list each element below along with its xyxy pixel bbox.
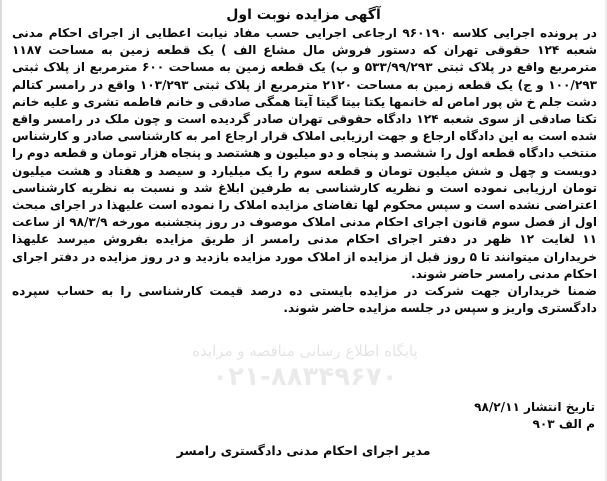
notice-title: آگهی مزایده نوبت اول [226,7,381,23]
signature-line: مدیر اجرای احکام مدنی دادگستری رامسر [176,443,431,458]
notice-code: م الف ۹۰۳ [532,417,595,431]
publish-date: تاریخ انتشار ۹۸/۲/۱۱ [474,400,595,414]
watermark-phone: ۰۲۱-۸۸۳۴۹۶۷۰ [212,362,398,392]
watermark-site-name: پایگاه اطلاع رسانی مناقصه و مزایده [192,342,418,360]
notice-paragraph-main: در پرونده اجرایی کلاسه ۹۶۰۱۹۰ ارجاعی اجرایی حسب مفاد نیابت اعطایی از اجرای احکام مدنی شعبه ۱۲۴ حقوقی تهران که دستور فروش مال مشاع الف ) یک قطعه زمین به مساحت ۱۱۸۷ مترمربع واقع در پلاک ثبتی ۵۳۳/۹۹/۲۹۳ و ب) یک قطعه زمین به مساحت ۶۰۰ مترمربع از پلاک ثبتی ۱۰۰/۲۹۳ و ج) یک قطعه زمین به مساحت ۲۱۲۰ مترمربع از پلاک ثبتی ۱۰۳/۲۹۳ واقع در رامسر کتالم دشت جلم خ ش پور اماص له خانمها یکتا بیتا گیتا آیتا همگی صادقی و خانم فاطمه تشری و علیه خانم تکتا صادقی از سوی شعبه ۱۲۴ دادگاه حقوقی تهران صادر گردیده است و چون ملک در رامسر واقع شده است به این دادگاه ارجاع و جهت ارزیابی املاک قرار ارجاع امر به کارشناسی صادر و کارشناس منتخب دادگاه قطعه اول را ششصد و پنجاه و دو میلیون و هشتصد و پنجاه هزار تومان و قطعه دوم را دویست و چهل و شش میلیون تومان و قطعه سوم را یک میلیارد و سیصد و هفتاد و هشت میلیون تومان ارزیابی نموده است و نظریه کارشناسی به طرفین ابلاغ شد و نسبت به نظریه کارشناسی اعتراضی نشده است و سپس محکوم لها تقاضای مزایده املاک را نموده است علیهذا در اجرای مبحث اول از فصل سوم قانون اجرای احکام مدنی املاک موصوف در روز پنجشنبه مورخه ۹۸/۳/۹ از ساعت ۱۱ لغایت ۱۲ ظهر در دفتر اجرای احکام مدنی رامسر از طریق مزایده بفروش میرسد علیهذا خریداران میتوانند تا ۵ روز قبل از مزایده از املاک مورد مزایده بازدید و در روز مزایده در دفتر اجرای احکام مدنی رامسر حاضر شوند. [12,26,598,281]
notice-body [12,25,597,317]
watermark [70,342,540,392]
notice-paragraph-deposit: ضمنا خریداران جهت شرکت در مزایده بایستی ده درصد قیمت کارشناسی را به حساب سپرده دادگستری واریز و سپس در جلسه مزایده حاضر شوند. [12,284,597,316]
